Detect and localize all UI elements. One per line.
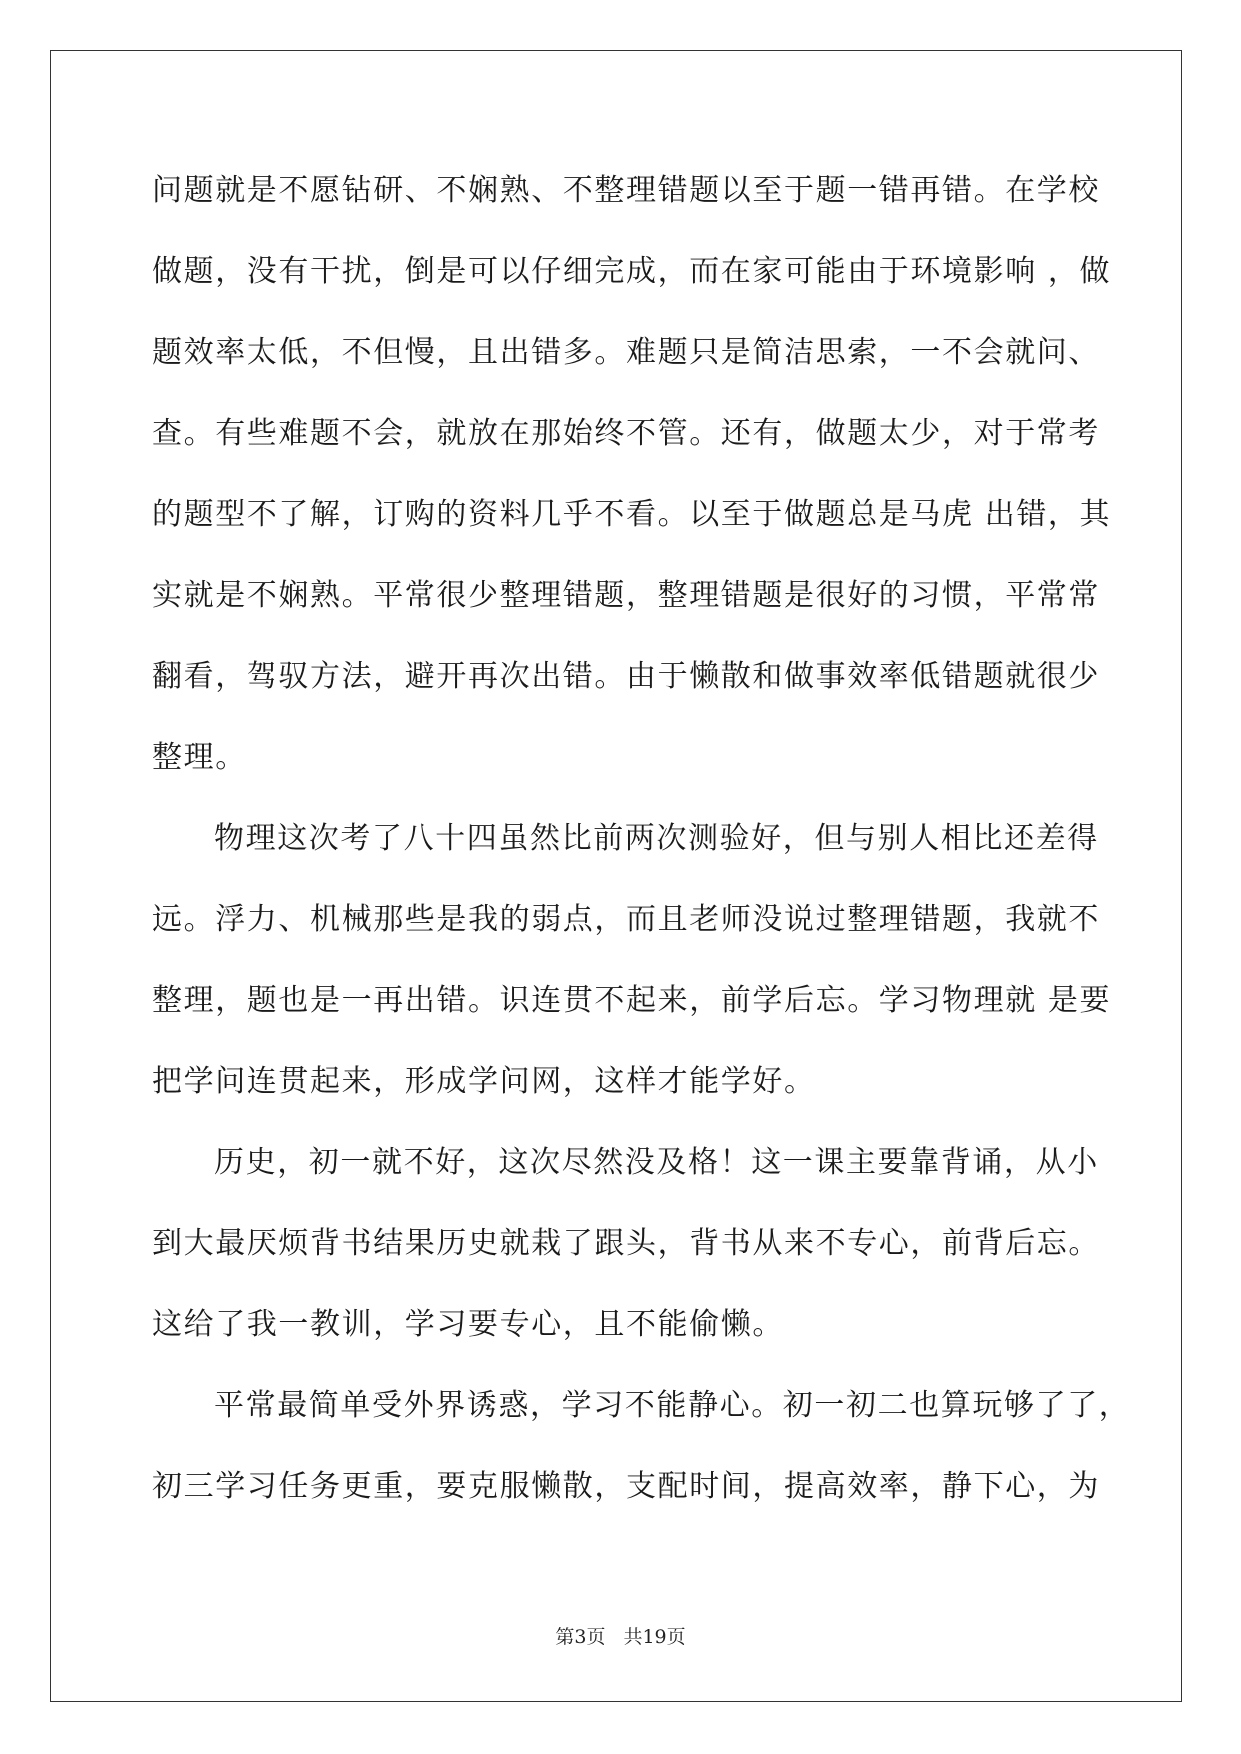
text-line: 做题，没有干扰，倒是可以仔细完成，而在家可能由于环境影响 ，做 xyxy=(152,254,1112,289)
text-line: 整理。 xyxy=(152,740,247,775)
text-line: 初三学习任务更重，要克服懒散，支配时间，提高效率，静下心，为 xyxy=(152,1469,1100,1504)
page-number-current: 第3页 xyxy=(555,1626,606,1648)
text-line: 题效率太低，不但慢，且出错多。难题只是简洁思索，一不会就问、 xyxy=(152,335,1100,370)
text-line: 问题就是不愿钻研、不娴熟、不整理错题以至于题一错再错。在学校 xyxy=(152,173,1100,208)
paragraph-start-line: 历史，初一就不好，这次尽然没及格！这一课主要靠背诵，从小 xyxy=(214,1145,1099,1180)
text-line: 整理，题也是一再出错。识连贯不起来，前学后忘。学习物理就 是要 xyxy=(152,983,1112,1018)
text-line: 实就是不娴熟。平常很少整理错题，整理错题是很好的习惯，平常常 xyxy=(152,578,1100,613)
text-line: 把学问连贯起来，形成学问网，这样才能学好。 xyxy=(152,1064,816,1099)
text-line: 到大最厌烦背书结果历史就栽了跟头，背书从来不专心，前背后忘。 xyxy=(152,1226,1100,1261)
paragraph-start-line: 平常最简单受外界诱惑，学习不能静心。初一初二也算玩够了了， xyxy=(214,1388,1131,1423)
text-line: 这给了我一教训，学习要专心，且不能偷懒。 xyxy=(152,1307,784,1342)
text-line: 的题型不了解，订购的资料几乎不看。以至于做题总是马虎 出错，其 xyxy=(152,497,1112,532)
text-line: 翻看，驾驭方法，避开再次出错。由于懒散和做事效率低错题就很少 xyxy=(152,659,1100,694)
paragraph-start-line: 物理这次考了八十四虽然比前两次测验好，但与别人相比还差得 xyxy=(214,821,1099,856)
page-number-total: 共19页 xyxy=(623,1626,686,1648)
text-line: 远。浮力、机械那些是我的弱点，而且老师没说过整理错题，我就不 xyxy=(152,902,1100,937)
text-line: 查。有些难题不会，就放在那始终不管。还有，做题太少，对于常考 xyxy=(152,416,1100,451)
document-body xyxy=(152,150,1131,1527)
page-footer xyxy=(0,1622,1241,1649)
